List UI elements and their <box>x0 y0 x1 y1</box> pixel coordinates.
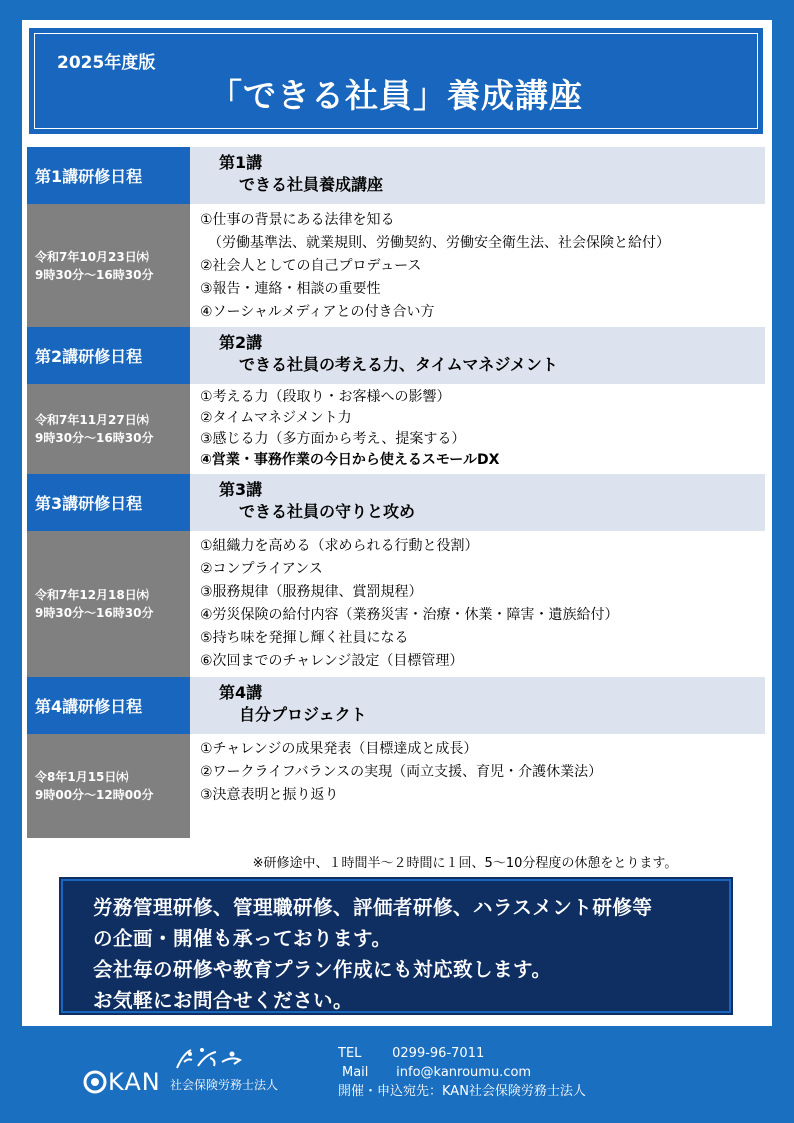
flyer-sheet <box>22 20 772 1026</box>
session-3-label: 第3講研修日程 <box>27 474 190 531</box>
list-item: ⑥次回までのチャレンジ設定（目標管理） <box>200 653 464 669</box>
session-2-detail-row <box>27 384 765 474</box>
tel-number[interactable]: 0299-96-7011 <box>392 1046 485 1061</box>
session-4-datetime <box>27 734 190 838</box>
list-item: ③決意表明と振り返り <box>200 787 339 803</box>
session-2-course <box>190 327 765 384</box>
list-item: ②タイムマネジメント力 <box>200 410 352 426</box>
session-3-header-row <box>27 474 765 531</box>
session-2-course-no: 第2講 <box>219 333 263 352</box>
list-item: ②ワークライフバランスの実現（両立支援、育児・介護休業法） <box>200 764 603 780</box>
page-title: 「できる社員」養成講座 <box>209 76 583 115</box>
mail-label: Mail <box>342 1065 369 1080</box>
list-item: ②社会人としての自己プロデュース <box>200 258 422 274</box>
callout-line: 労務管理研修、管理職研修、評価者研修、ハラスメント研修等 <box>93 896 653 919</box>
session-4-time: 9時00分〜12時00分 <box>35 788 154 802</box>
session-1-date: 令和7年10月23日㈭ <box>35 249 149 264</box>
callout-line: の企画・開催も承っております。 <box>93 927 392 950</box>
session-2-time: 9時30分〜16時30分 <box>35 431 154 445</box>
contact-info <box>338 1044 586 1101</box>
logo-text: KAN <box>108 1068 161 1096</box>
session-1-header-row <box>27 147 765 204</box>
list-item: ④労災保険の給付内容（業務災害・治療・休業・障害・遺族給付） <box>200 607 619 623</box>
session-1-course-no: 第1講 <box>219 153 263 172</box>
session-4-course-name: 自分プロジェクト <box>239 705 367 724</box>
list-item: ①考える力（段取り・お客様への影響） <box>200 389 451 405</box>
session-3-date: 令和7年12月18日㈭ <box>35 588 149 602</box>
session-1-detail-row <box>27 204 765 327</box>
list-item: （労働基準法、就業規則、労働契約、労働安全衛生法、社会保険と給付） <box>208 235 670 251</box>
session-1-items <box>190 204 765 327</box>
schedule-table <box>27 147 765 838</box>
list-item: ④ソーシャルメディアとの付き合い方 <box>200 304 435 320</box>
session-2-date: 令和7年11月27日㈭ <box>35 413 149 427</box>
session-4-items <box>190 734 765 838</box>
mail-address[interactable]: info@kanroumu.com <box>396 1065 532 1080</box>
list-item: ①仕事の背景にある法律を知る <box>200 212 395 228</box>
session-2-datetime <box>27 384 190 474</box>
session-3-datetime <box>27 531 190 677</box>
contact-callout <box>61 879 731 1013</box>
session-2-label: 第2講研修日程 <box>27 327 190 384</box>
list-item: ②コンプライアンス <box>200 561 323 577</box>
session-1-datetime <box>27 204 190 327</box>
list-item: ④営業・事務作業の今日から使えるスモールDX <box>200 452 500 468</box>
session-4-date: 令8年1月15日㈭ <box>35 770 129 784</box>
session-4-course <box>190 677 765 734</box>
session-1-label: 第1講研修日程 <box>27 147 190 204</box>
list-item: ③服務規律（服務規律、賞罰規程） <box>200 584 423 600</box>
session-3-items <box>190 531 765 677</box>
session-4-detail-row <box>27 734 765 838</box>
logo-subtext: 社会保険労務士法人 <box>170 1078 279 1092</box>
session-4-course-no: 第4講 <box>219 683 263 702</box>
session-4-header-row <box>27 677 765 734</box>
list-item: ①組織力を高める（求められる行動と役割） <box>200 538 479 554</box>
tel-label: TEL <box>338 1046 362 1061</box>
session-2-course-name: できる社員の考える力、タイムマネジメント <box>239 355 558 374</box>
session-3-course-no: 第3講 <box>219 480 263 499</box>
session-1-time: 9時30分〜16時30分 <box>35 267 154 282</box>
organizer-text: 開催・申込宛先：KAN社会保険労務士法人 <box>338 1084 586 1099</box>
list-item: ③感じる力（多方面から考え、提案する） <box>200 431 466 447</box>
callout-line: 会社毎の研修や教育プラン作成にも対応致します。 <box>93 958 552 981</box>
break-note: ※研修途中、１時間半〜２時間に１回、5〜10分程度の休憩をとります。 <box>252 856 678 871</box>
callout-line: お気軽にお問合せください。 <box>93 989 354 1012</box>
header-banner <box>29 28 763 134</box>
list-item: ⑤持ち味を発揮し輝く社員になる <box>200 630 409 646</box>
list-item: ①チャレンジの成果発表（目標達成と成長） <box>200 741 478 757</box>
header-frame <box>34 33 758 129</box>
session-1-course-name: できる社員養成講座 <box>239 175 384 194</box>
session-2-items <box>190 384 765 474</box>
edition-label: 2025年度版 <box>57 53 156 73</box>
list-item: ③報告・連絡・相談の重要性 <box>200 281 381 297</box>
session-4-label: 第4講研修日程 <box>27 677 190 734</box>
company-logo <box>82 1040 302 1100</box>
session-3-course <box>190 474 765 531</box>
session-3-detail-row <box>27 531 765 677</box>
session-1-course <box>190 147 765 204</box>
session-2-header-row <box>27 327 765 384</box>
session-3-course-name: できる社員の守りと攻め <box>239 502 416 521</box>
session-3-time: 9時30分〜16時30分 <box>35 606 154 620</box>
